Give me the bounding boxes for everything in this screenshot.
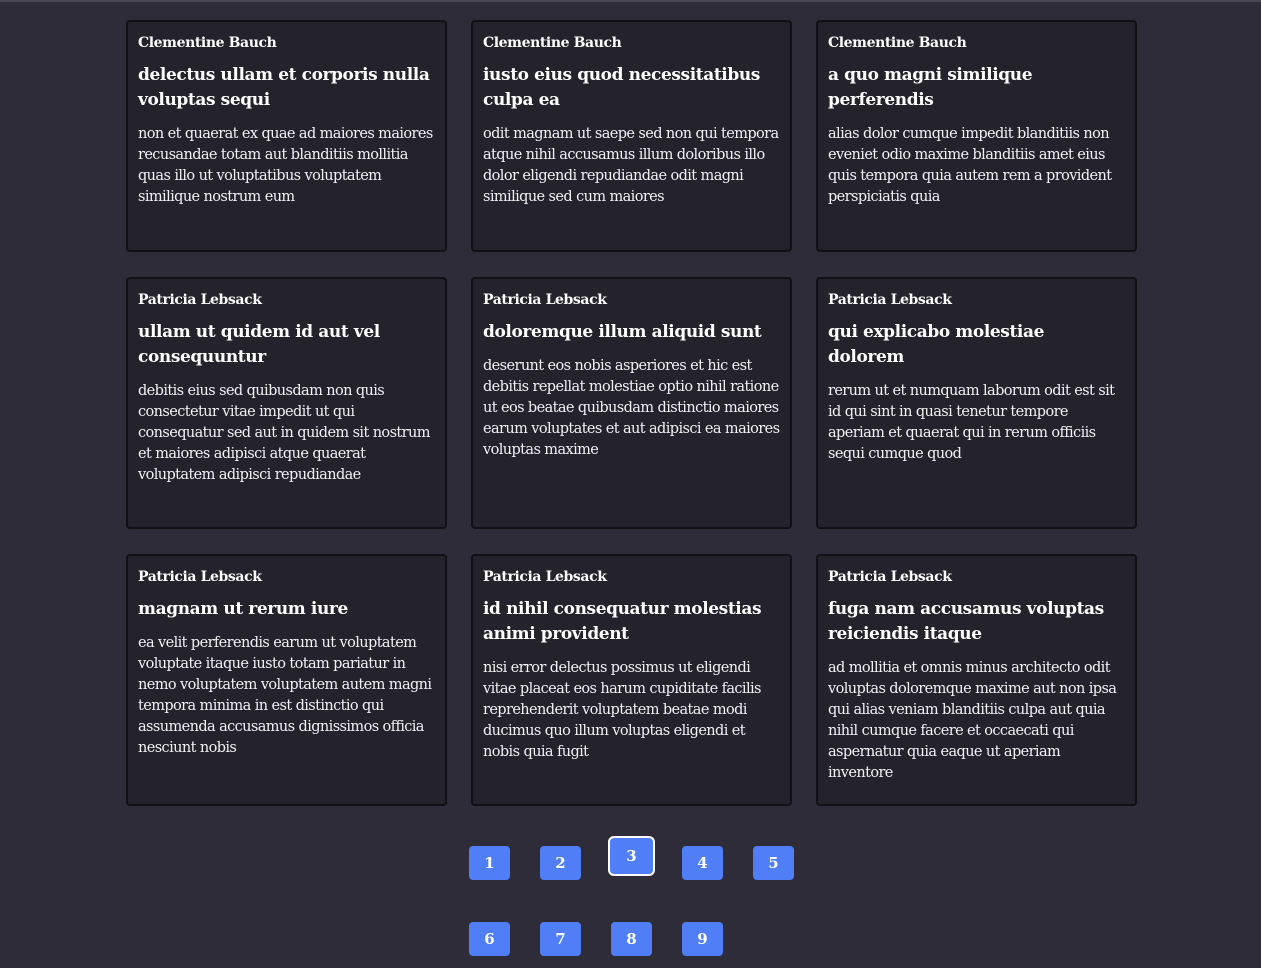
posts-grid — [126, 20, 1137, 806]
post-body: ad mollitia et omnis minus architecto odit voluptas doloremque maxime aut non ipsa qui alias veniam blanditiis culpa aut quia nihil cumque facere et occaecati qui aspernatur quia eaque ut aperiam inventore — [828, 660, 1117, 781]
post-body: alias dolor cumque impedit blanditiis non eveniet odio maxime blanditiis amet eius quis tempora quia autem rem a provident perspiciatis quia — [828, 126, 1112, 205]
post-body: odit magnam ut saepe sed non qui tempora atque nihil accusamus illum doloribus illo dolor eligendi repudiandae odit magni similique sed cum maiores — [483, 126, 779, 205]
post-author: Clementine Bauch — [138, 35, 277, 51]
post-author: Patricia Lebsack — [138, 569, 262, 585]
post-title: qui explicabo molestiae dolorem — [828, 322, 1045, 367]
post-author: Patricia Lebsack — [483, 569, 607, 585]
post-body: deserunt eos nobis asperiores et hic est debitis repellat molestiae optio nihil ratione ut eos beatae quibusdam distinctio maiores earum voluptates et aut adipisci ea maiores voluptas maxime — [483, 358, 780, 458]
post-card — [471, 277, 792, 529]
post-card — [816, 20, 1137, 252]
post-author: Patricia Lebsack — [828, 292, 952, 308]
page-button-7[interactable]: 7 — [540, 922, 581, 956]
post-title: a quo magni similique perferendis — [828, 65, 1033, 110]
post-title: fuga nam accusamus voluptas reiciendis itaque — [828, 599, 1104, 644]
post-card — [126, 554, 447, 806]
page-button-4[interactable]: 4 — [682, 846, 723, 880]
post-body: nisi error delectus possimus ut eligendi vitae placeat eos harum cupiditate facilis reprehenderit voluptatem beatae modi ducimus quo illum voluptas eligendi et nobis quia fugit — [483, 660, 761, 760]
post-author: Patricia Lebsack — [138, 292, 262, 308]
page-button-5[interactable]: 5 — [753, 846, 794, 880]
page-button-9[interactable]: 9 — [682, 922, 723, 956]
post-card — [126, 277, 447, 529]
top-divider — [0, 0, 1261, 2]
post-body: debitis eius sed quibusdam non quis consectetur vitae impedit ut qui consequatur sed aut in quidem sit nostrum et maiores adipisci atque quaerat voluptatem adipisci repudiandae — [138, 383, 430, 483]
post-author: Patricia Lebsack — [828, 569, 952, 585]
post-card — [126, 20, 447, 252]
post-author: Clementine Bauch — [828, 35, 967, 51]
post-body: ea velit perferendis earum ut voluptatem voluptate itaque iusto totam pariatur in nemo voluptatem voluptatem autem magni tempora minima in est distinctio qui assumenda accusamus dignissimos officia nesciunt nobis — [138, 635, 432, 756]
post-card — [471, 554, 792, 806]
page-button-2[interactable]: 2 — [540, 846, 581, 880]
post-title: magnam ut rerum iure — [138, 599, 348, 619]
post-title: id nihil consequatur molestias animi provident — [483, 599, 762, 644]
post-author: Patricia Lebsack — [483, 292, 607, 308]
page-button-1[interactable]: 1 — [469, 846, 510, 880]
post-title: iusto eius quod necessitatibus culpa ea — [483, 65, 760, 110]
post-body: rerum ut et numquam laborum odit est sit id qui sint in quasi tenetur tempore aperiam et quaerat qui in rerum officiis sequi cumque quod — [828, 383, 1115, 462]
post-card — [816, 277, 1137, 529]
post-title: ullam ut quidem id aut vel consequuntur — [138, 322, 380, 367]
post-card — [471, 20, 792, 252]
post-title: doloremque illum aliquid sunt — [483, 322, 762, 342]
page-button-6[interactable]: 6 — [469, 922, 510, 956]
post-author: Clementine Bauch — [483, 35, 622, 51]
post-body: non et quaerat ex quae ad maiores maiores recusandae totam aut blanditiis mollitia quas illo ut voluptatibus voluptatem similique nostrum eum — [138, 126, 433, 205]
page-button-3-current[interactable]: 3 — [608, 836, 655, 876]
page-button-8[interactable]: 8 — [611, 922, 652, 956]
post-title: delectus ullam et corporis nulla voluptas sequi — [138, 65, 430, 110]
post-card — [816, 554, 1137, 806]
